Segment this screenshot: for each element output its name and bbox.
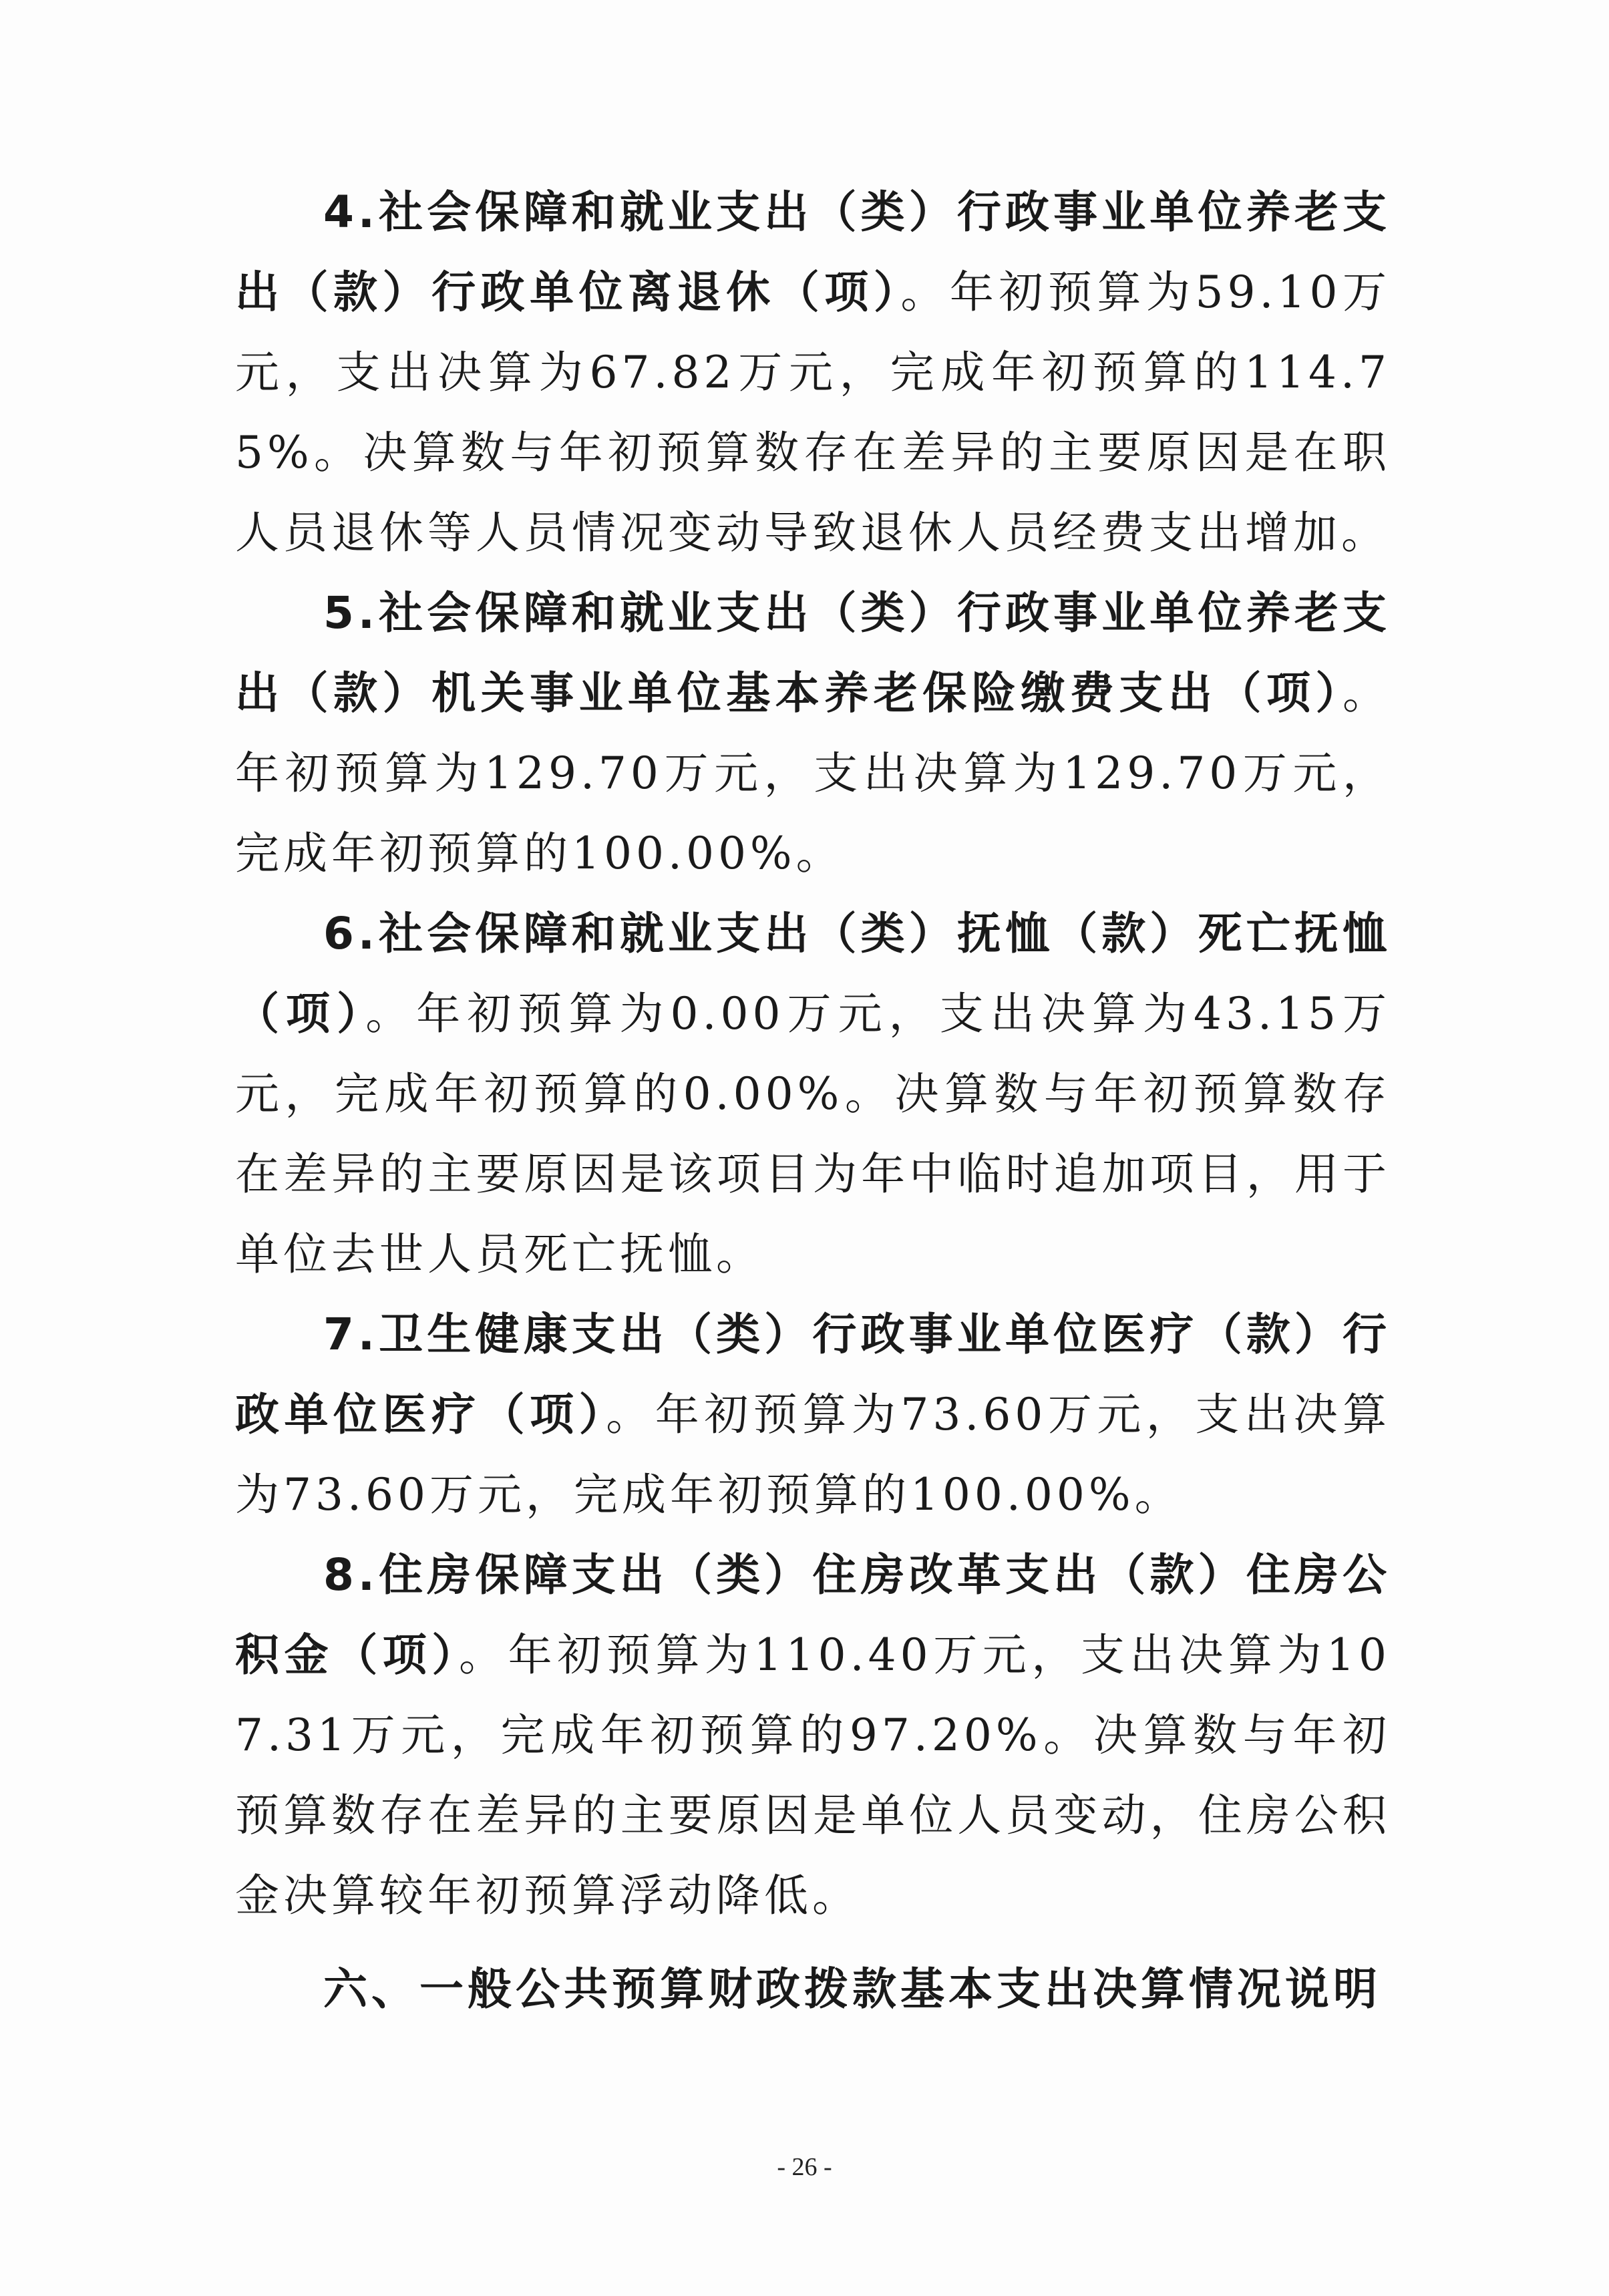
item-5-heading: 5.社会保障和就业支出（类）行政事业单位养老支出（款）机关事业单位基本养老保险缴费支出（项） — [235, 587, 1391, 719]
paragraph-item-7 — [235, 1295, 1391, 1535]
item-7-text: 。年初预算为73.60万元，支出决算为73.60万元，完成年初预算的100.00%。 — [235, 1389, 1391, 1520]
item-6-heading: 6.社会保障和就业支出（类）抚恤（款）死亡抚恤（项） — [235, 908, 1391, 1039]
paragraph-item-6 — [235, 894, 1391, 1295]
item-8-heading: 8.住房保障支出（类）住房改革支出（款）住房公积金（项） — [235, 1549, 1391, 1681]
paragraph-item-4 — [235, 172, 1391, 573]
item-4-heading: 4.社会保障和就业支出（类）行政事业单位养老支出（款）行政单位离退休（项） — [235, 186, 1391, 318]
item-4-text: 。年初预算为59.10万元，支出决算为67.82万元，完成年初预算的114.75%。决算数与年初预算数存在差异的主要原因是在职人员退休等人员情况变动导致退休人员经费支出增加。 — [235, 267, 1391, 558]
section-heading: 六、一般公共预算财政拨款基本支出决算情况说明 — [323, 1963, 1381, 2015]
document-body — [235, 172, 1391, 2029]
item-8-text: 。年初预算为110.40万元，支出决算为107.31万元，完成年初预算的97.20%。决算数与年初预算数存在差异的主要原因是单位人员变动，住房公积金决算较年初预算浮动降低。 — [235, 1629, 1391, 1921]
page-number: - 26 - — [777, 2153, 832, 2181]
item-5-text: 。年初预算为129.70万元，支出决算为129.70万元，完成年初预算的100.00%。 — [235, 667, 1391, 879]
item-6-text: 。年初预算为0.00万元，支出决算为43.15万元，完成年初预算的0.00%。决算数与年初预算数存在差异的主要原因是该项目为年中临时追加项目，用于单位去世人员死亡抚恤。 — [235, 988, 1391, 1280]
paragraph-item-8 — [235, 1535, 1391, 1936]
paragraph-item-5 — [235, 573, 1391, 894]
item-7-heading: 7.卫生健康支出（类）行政事业单位医疗（款）行政单位医疗（项） — [235, 1309, 1391, 1440]
